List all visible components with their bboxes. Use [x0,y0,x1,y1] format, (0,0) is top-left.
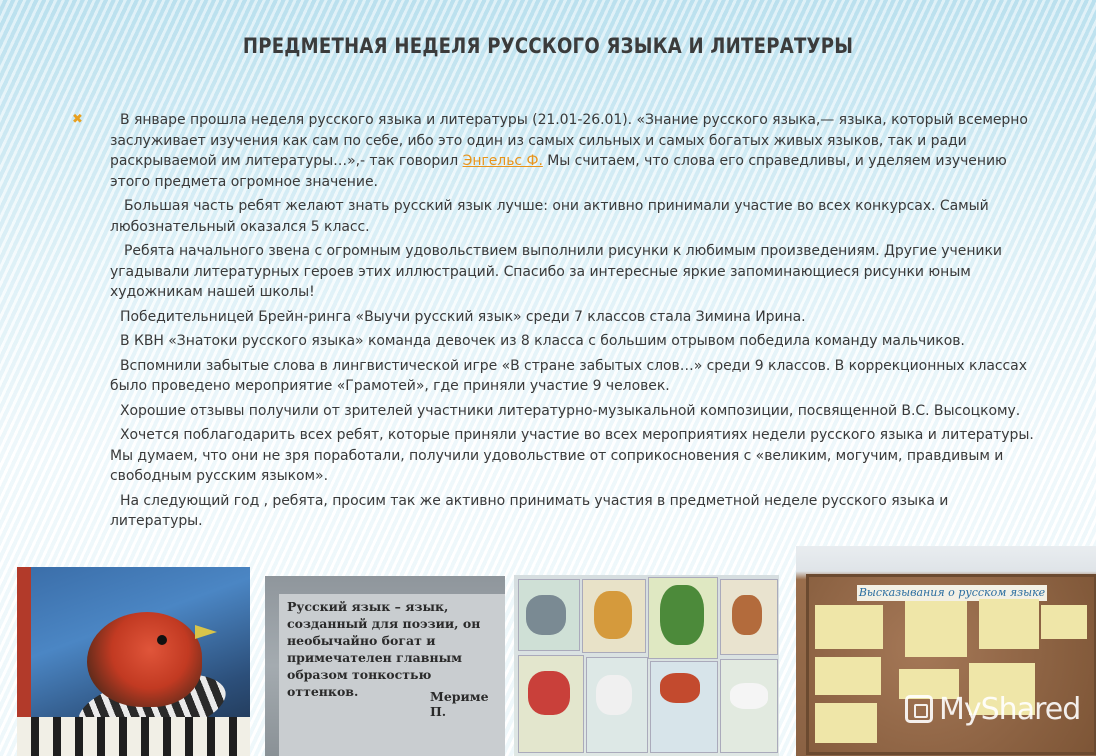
paragraph-vysotsky: Хорошие отзывы получили от зрителей участники литературно-музыкальной композиции, посвященной В.С. Высоцкому. [120,402,1021,419]
drawing-tree [660,585,704,645]
paragraph-thanks: Хочется поблагодарить всех ребят, которые приняли участие во всех мероприятиях недели русского языка и литературы. Мы думаем, что они не зря поработали, получили удовольствие от соприкосновения с «великим, могучим, правдивым и свободным русским языком». [110,427,1034,484]
board-note [1041,605,1087,639]
board-note [815,657,881,695]
article-body [110,110,1045,536]
drawing-figure [528,671,570,715]
bird-eye [157,635,167,645]
paragraph-kvn: В КВН «Знатоки русского языка» команда девочек из 8 класса с большим отрывом победила команду мальчиков. [120,333,965,349]
board-note [815,605,883,649]
paragraph-intro: В январе прошла неделя русского языка и литературы (21.01-26.01). «Знание русского языка,— языка, который всемерно заслуживает изучения как сам по себе, ибо это один из самых сильных и самых богатых живых языков, так и ради раскрываемой им литературы…»,- так говорил Энгельс Ф. Мы считаем, что слова его справедливы, и уделяем изучению этого предмета огромное значение. [110,112,1028,190]
bird-body [87,612,202,707]
drawing-swan [730,683,768,709]
branch [17,717,250,756]
photo-merimee-quote [265,576,505,756]
drawing-snowman [596,675,632,715]
paragraph-drawings: Ребята начального звена с огромным удовольствием выполнили рисунки к любимым произведениям. Другие ученики угадывали литературных героев этих иллюстраций. Спасибо за интересные яркие запоминающиеся рисунки юным художникам нашей школы! [110,243,1002,300]
myshared-logo-icon [905,695,933,723]
drawing-bird [660,673,700,703]
board-note [815,703,877,743]
photo-bird-drawing [17,567,250,756]
board-note [905,601,967,657]
board-note [979,599,1039,649]
x-mark-bullet-icon: ✖ [72,112,83,127]
drawing-figure [594,591,632,639]
paragraph-contests: Большая часть ребят желают знать русский язык лучше: они активно принимали участие во всех конкурсах. Самый любознательный оказался 5 класс. [110,198,989,235]
page-title: ПРЕДМЕТНАЯ НЕДЕЛЯ РУССКОГО ЯЗЫКА И ЛИТЕРАТУРЫ [242,34,854,58]
drawing-figure [526,595,566,635]
paragraph-forgotten-words: Вспомнили забытые слова в лингвистической игре «В стране забытых слов…» среди 9 классов. В коррекционных классах было проведено мероприятие «Грамотей», где приняли участие 9 человек. [110,357,1027,394]
engels-link[interactable]: Энгельс Ф. [462,153,543,169]
bird-beak [195,625,217,639]
paragraph-next-year: На следующий год , ребята, просим так же активно принимать участия в предметной неделе русского языка и литературы. [110,492,949,529]
paragraph-brain-ring: Победительницей Брейн-ринга «Выучи русский язык» среди 7 классов стала Зимина Ирина. [120,308,806,325]
quote-text: Русский язык – язык, созданный для поэзии, он необычайно богат и примечателен главным образом тонкостью оттенков. [287,599,481,699]
myshared-watermark: MyShared [905,692,1085,730]
drawing-figure [732,595,762,635]
board-heading: Высказывания о русском языке [858,586,1046,599]
photo-children-drawings [514,575,779,756]
quote-author: Мериме П. [430,689,489,719]
